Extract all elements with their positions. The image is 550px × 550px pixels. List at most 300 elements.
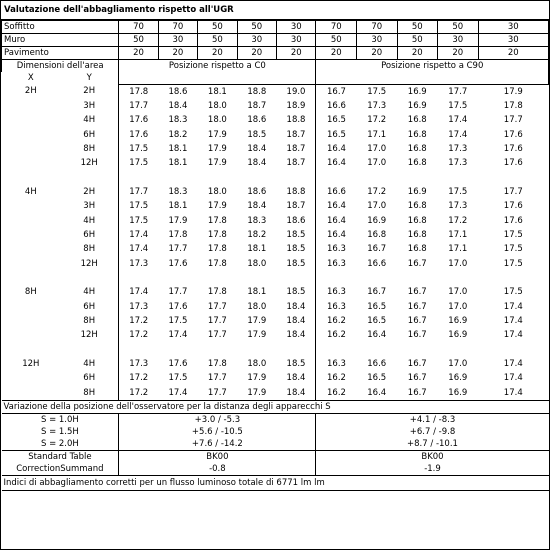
- ugr-value-c90: 17.0: [367, 143, 387, 154]
- ugr-table: [1, 20, 549, 491]
- x-dimension: 2H: [24, 86, 37, 97]
- ugr-value-c0: 17.8: [168, 229, 188, 240]
- ugr-value-c90: 17.4: [503, 301, 523, 312]
- ugr-value-c90: 17.1: [448, 229, 468, 240]
- y-dimension: 8H: [60, 314, 119, 328]
- ugr-value-c0: 18.4: [247, 201, 267, 212]
- group-gap-row: [2, 343, 549, 357]
- ugr-value-c0: 17.5: [129, 201, 149, 212]
- ugr-value-c90: 16.6: [367, 258, 387, 269]
- ugr-value-c0: 19.0: [277, 84, 316, 99]
- y-dimension: 4H: [60, 357, 119, 371]
- variation-c90: +4.1 / -8.3: [409, 415, 456, 426]
- empty-cell: [2, 113, 61, 127]
- ugr-value-c90: 17.5: [503, 244, 523, 255]
- ugr-value-c90: 17.7: [503, 115, 523, 126]
- ugr-value-c0: 18.4: [247, 158, 267, 169]
- ugr-value-c90: 16.8: [407, 129, 427, 140]
- reflectance-value: 30: [356, 34, 397, 47]
- ugr-value-c90: 16.7: [327, 86, 346, 97]
- table-cell: [316, 343, 549, 357]
- variation-c90: +8.7 / -10.1: [407, 439, 458, 450]
- correction-label: CorrectionSummand: [2, 463, 119, 476]
- ugr-value-c0: 18.2: [168, 129, 188, 140]
- ugr-value-c0: 18.6: [247, 115, 267, 126]
- reflectance-value: 50: [119, 34, 158, 47]
- reflectance-value: 20: [356, 47, 397, 60]
- data-row: [2, 142, 549, 156]
- variation-c0: +5.6 / -10.5: [119, 426, 316, 438]
- ugr-value-c0: 17.5: [129, 143, 149, 154]
- table-cell: [316, 271, 549, 285]
- ugr-value-c90: 17.6: [503, 143, 523, 154]
- ugr-value-c90: 16.3: [327, 244, 346, 255]
- standard-table-c0: BK00: [119, 451, 316, 464]
- ugr-value-c90: 16.8: [407, 244, 427, 255]
- data-row: [2, 156, 549, 170]
- ugr-value-c0: 17.6: [168, 359, 188, 370]
- reflectance-value: 20: [119, 47, 158, 60]
- empty-cell: [2, 386, 61, 401]
- ugr-value-c0: 18.4: [168, 100, 188, 111]
- ugr-value-c0: 18.4: [277, 386, 316, 401]
- empty-cell: [2, 300, 61, 314]
- ugr-value-c90: 17.9: [503, 86, 523, 97]
- ugr-value-c90: 16.5: [367, 301, 387, 312]
- ugr-value-c0: 17.7: [207, 316, 227, 326]
- correction-c90: -1.9: [424, 464, 441, 475]
- variation-label: S = 1.5H: [2, 426, 119, 438]
- ugr-value-c0: 17.9: [207, 201, 227, 212]
- ugr-value-c90: 16.3: [327, 359, 346, 370]
- ugr-value-c90: 17.4: [448, 115, 468, 126]
- reflectance-value: 30: [478, 34, 548, 47]
- correction-row: [2, 463, 549, 476]
- variation-row: [2, 438, 549, 451]
- ugr-value-c90: 17.0: [448, 301, 468, 312]
- reflectance-value: 50: [316, 34, 357, 47]
- table-cell: [2, 271, 61, 285]
- ugr-value-c90: 16.8: [407, 215, 427, 226]
- ugr-value-c0: 18.6: [277, 214, 316, 228]
- group-gap-row: [2, 271, 549, 285]
- ugr-value-c90: 16.2: [327, 373, 346, 384]
- reflectance-value: 20: [277, 47, 316, 60]
- ugr-value-c0: 18.4: [247, 143, 267, 154]
- ugr-value-c0: 17.7: [168, 244, 188, 255]
- reflectance-value: 20: [158, 47, 197, 60]
- ugr-value-c90: 16.8: [407, 115, 427, 126]
- ugr-value-c0: 17.5: [168, 316, 188, 326]
- ugr-value-c90: 17.5: [503, 287, 523, 298]
- data-row: [2, 357, 549, 371]
- data-row: [2, 285, 549, 299]
- ugr-value-c0: 18.5: [277, 257, 316, 271]
- ugr-value-c90: 17.4: [503, 359, 523, 370]
- ugr-value-c90: 16.7: [407, 258, 427, 269]
- ugr-value-c90: 17.6: [503, 129, 523, 140]
- ugr-value-c90: 17.0: [448, 258, 468, 269]
- y-dimension: 12H: [60, 257, 119, 271]
- reflectance-value: 20: [198, 47, 237, 60]
- ugr-value-c0: 17.7: [207, 301, 227, 312]
- empty-cell: [2, 242, 61, 256]
- table-cell: [2, 343, 61, 357]
- ugr-value-c0: 17.2: [129, 316, 149, 326]
- ugr-value-c0: 18.0: [207, 115, 227, 126]
- ugr-value-c0: 18.8: [277, 185, 316, 199]
- ugr-value-c0: 18.0: [247, 359, 267, 370]
- reflectance-value: 20: [438, 47, 479, 60]
- ugr-value-c0: 18.1: [207, 86, 227, 97]
- ugr-value-c90: 17.0: [448, 359, 468, 370]
- ugr-value-c90: 16.7: [407, 387, 427, 398]
- ugr-value-c90: 16.7: [407, 330, 427, 341]
- empty-cell: [2, 214, 61, 228]
- ugr-value-c90: 16.7: [367, 244, 387, 255]
- ugr-value-c0: 17.5: [129, 158, 149, 169]
- ugr-value-c0: 18.1: [168, 158, 188, 169]
- ugr-value-c0: 18.3: [168, 186, 188, 197]
- ugr-value-c90: 16.4: [327, 229, 346, 240]
- ugr-value-c0: 17.6: [129, 115, 149, 126]
- variation-label: S = 1.0H: [2, 414, 119, 427]
- table-cell: [119, 171, 316, 185]
- dimension-header-row: [2, 60, 549, 73]
- ugr-value-c0: 18.6: [247, 186, 267, 197]
- data-row: [2, 128, 549, 142]
- ugr-value-c90: 16.9: [448, 316, 468, 326]
- ugr-value-c0: 18.0: [247, 301, 267, 312]
- ugr-value-c90: 16.4: [367, 387, 387, 398]
- ugr-value-c90: 17.2: [367, 186, 387, 197]
- ugr-value-c90: 16.2: [327, 387, 346, 398]
- ugr-value-c90: 16.3: [327, 258, 346, 269]
- ugr-value-c90: 17.3: [448, 201, 468, 212]
- ugr-value-c0: 17.7: [168, 287, 188, 298]
- ugr-value-c0: 17.9: [247, 373, 267, 384]
- ugr-value-c90: 16.6: [327, 186, 346, 197]
- ugr-value-c90: 17.4: [503, 373, 523, 384]
- ugr-value-c90: 16.4: [327, 143, 346, 154]
- ugr-value-c90: 16.4: [327, 201, 346, 212]
- standard-table-c90: BK00: [316, 451, 549, 464]
- ugr-value-c90: 16.7: [407, 301, 427, 312]
- data-row: [2, 328, 549, 342]
- ugr-value-c90: 16.4: [367, 330, 387, 341]
- c0-header: Posizione rispetto a C0: [119, 60, 316, 85]
- ugr-value-c0: 17.9: [207, 143, 227, 154]
- ugr-value-c0: 18.8: [247, 86, 267, 97]
- ugr-value-c0: 17.5: [129, 215, 149, 226]
- reflectance-value: 70: [158, 21, 197, 34]
- y-dimension: 6H: [60, 300, 119, 314]
- ugr-value-c0: 17.6: [168, 258, 188, 269]
- reflectance-value: 50: [438, 21, 479, 34]
- standard-table-label: Standard Table: [2, 451, 119, 464]
- ugr-value-c90: 16.9: [448, 373, 468, 384]
- ugr-value-c90: 16.8: [407, 158, 427, 169]
- ugr-value-c90: 16.8: [367, 229, 387, 240]
- ugr-value-c0: 17.8: [207, 244, 227, 255]
- reflectance-value: 70: [316, 21, 357, 34]
- x-dimension: 8H: [24, 287, 37, 298]
- ugr-value-c0: 17.8: [207, 359, 227, 370]
- ugr-value-c90: 17.5: [367, 86, 387, 97]
- ugr-value-c90: 17.1: [367, 129, 387, 140]
- correction-c0: -0.8: [119, 463, 316, 476]
- empty-cell: [2, 128, 61, 142]
- ugr-value-c90: 16.6: [367, 359, 387, 370]
- empty-cell: [2, 371, 61, 385]
- empty-cell: [2, 314, 61, 328]
- ugr-value-c0: 18.7: [277, 156, 316, 170]
- reflectance-value: 70: [119, 21, 158, 34]
- ugr-value-c0: 18.7: [277, 199, 316, 213]
- variation-c0: +7.6 / -14.2: [119, 438, 316, 451]
- y-dimension: 4H: [60, 285, 119, 299]
- ugr-value-c90: 17.4: [503, 330, 523, 341]
- reflectance-value: 30: [237, 34, 276, 47]
- reflectance-row: [2, 34, 549, 47]
- table-cell: [60, 271, 119, 285]
- y-dimension: 3H: [60, 99, 119, 113]
- reflectance-value: 20: [237, 47, 276, 60]
- empty-cell: [2, 328, 61, 342]
- ugr-value-c90: 16.3: [327, 287, 346, 298]
- ugr-value-c0: 18.5: [247, 129, 267, 140]
- ugr-value-c0: 17.7: [129, 100, 149, 111]
- ugr-value-c0: 17.7: [207, 387, 227, 398]
- data-row: [2, 214, 549, 228]
- ugr-value-c90: 16.4: [327, 158, 346, 169]
- x-dimension: 4H: [24, 186, 37, 197]
- data-row: [2, 300, 549, 314]
- ugr-value-c90: 17.5: [503, 258, 523, 269]
- reflectance-row: [2, 21, 549, 34]
- ugr-value-c90: 17.4: [503, 316, 523, 326]
- ugr-value-c0: 18.1: [168, 201, 188, 212]
- ugr-value-c0: 17.3: [129, 301, 149, 312]
- ugr-value-c0: 18.7: [277, 128, 316, 142]
- y-dimension: 12H: [60, 156, 119, 170]
- reflectance-value: 20: [478, 47, 548, 60]
- empty-cell: [2, 156, 61, 170]
- ugr-value-c0: 17.4: [168, 330, 188, 341]
- standard-table-row: [2, 451, 549, 464]
- reflectance-value: 50: [237, 21, 276, 34]
- y-dimension: 6H: [60, 371, 119, 385]
- ugr-value-c0: 17.8: [129, 86, 149, 97]
- ugr-value-c90: 16.3: [327, 301, 346, 312]
- ugr-value-c0: 17.8: [207, 287, 227, 298]
- data-row: [2, 84, 549, 99]
- reflectance-value: 30: [438, 34, 479, 47]
- data-row: [2, 228, 549, 242]
- data-row: [2, 242, 549, 256]
- ugr-value-c90: 17.7: [448, 86, 468, 97]
- ugr-value-c0: 17.4: [168, 387, 188, 398]
- x-dimension: 12H: [22, 359, 40, 370]
- ugr-value-c90: 16.8: [407, 201, 427, 212]
- data-row: [2, 99, 549, 113]
- ugr-value-c90: 17.2: [448, 215, 468, 226]
- ugr-value-c0: 18.5: [277, 228, 316, 242]
- ugr-value-c0: 17.6: [129, 129, 149, 140]
- ugr-value-c0: 17.9: [207, 129, 227, 140]
- ugr-value-c90: 16.7: [367, 287, 387, 298]
- ugr-value-c0: 18.0: [207, 100, 227, 111]
- ugr-value-c0: 18.5: [277, 242, 316, 256]
- ugr-value-c90: 16.5: [327, 115, 346, 126]
- data-row: [2, 185, 549, 199]
- c90-header: Posizione rispetto a C90: [316, 60, 549, 85]
- ugr-value-c90: 17.0: [367, 201, 387, 212]
- ugr-value-c0: 18.1: [247, 244, 267, 255]
- ugr-value-c0: 18.7: [247, 100, 267, 111]
- ugr-value-c0: 18.3: [247, 215, 267, 226]
- ugr-value-c90: 17.3: [448, 158, 468, 169]
- ugr-value-c0: 17.9: [207, 158, 227, 169]
- reflectance-label: Muro: [2, 34, 119, 47]
- reflectance-value: 50: [397, 21, 438, 34]
- ugr-value-c0: 18.1: [247, 287, 267, 298]
- reflectance-value: 70: [356, 21, 397, 34]
- data-row: [2, 314, 549, 328]
- ugr-value-c90: 17.3: [448, 143, 468, 154]
- ugr-value-c0: 17.4: [129, 287, 149, 298]
- ugr-value-c90: 17.4: [448, 129, 468, 140]
- ugr-value-c90: 16.2: [327, 330, 346, 341]
- reflectance-value: 30: [478, 21, 548, 34]
- ugr-value-c90: 17.5: [448, 100, 468, 111]
- ugr-value-c0: 18.0: [207, 186, 227, 197]
- ugr-value-c0: 18.0: [247, 258, 267, 269]
- table-cell: [119, 271, 316, 285]
- reflectance-value: 50: [397, 34, 438, 47]
- reflectance-row: [2, 47, 549, 60]
- reflectance-value: 30: [158, 34, 197, 47]
- ugr-value-c0: 18.4: [277, 300, 316, 314]
- ugr-value-c90: 16.7: [407, 287, 427, 298]
- variation-row: [2, 426, 549, 438]
- ugr-value-c90: 17.5: [503, 229, 523, 240]
- ugr-value-c90: 16.9: [448, 330, 468, 341]
- ugr-value-c0: 17.8: [207, 215, 227, 226]
- ugr-value-c90: 16.9: [407, 86, 427, 97]
- reflectance-value: 50: [198, 34, 237, 47]
- y-dimension: 8H: [60, 142, 119, 156]
- y-dimension: 2H: [60, 185, 119, 199]
- data-row: [2, 371, 549, 385]
- y-dimension: 4H: [60, 214, 119, 228]
- ugr-value-c90: 17.1: [448, 244, 468, 255]
- variation-title-row: [2, 401, 549, 414]
- ugr-value-c0: 17.4: [129, 229, 149, 240]
- ugr-value-c90: 16.2: [327, 316, 346, 326]
- table-cell: [60, 343, 119, 357]
- ugr-value-c0: 17.3: [129, 359, 149, 370]
- ugr-value-c90: 16.9: [367, 215, 387, 226]
- empty-cell: [2, 257, 61, 271]
- ugr-value-c90: 17.6: [503, 215, 523, 226]
- ugr-value-c0: 18.5: [277, 285, 316, 299]
- reflectance-label: Soffitto: [2, 21, 119, 34]
- group-gap-row: [2, 171, 549, 185]
- reflectance-value: 20: [316, 47, 357, 60]
- ugr-value-c0: 18.4: [277, 314, 316, 328]
- ugr-value-c0: 18.4: [277, 371, 316, 385]
- data-row: [2, 257, 549, 271]
- ugr-value-c0: 17.9: [247, 387, 267, 398]
- table-cell: [2, 171, 61, 185]
- table-title: Valutazione dell'abbagliamento rispetto all'UGR: [1, 1, 549, 20]
- ugr-value-c0: 17.9: [168, 215, 188, 226]
- ugr-value-c90: 16.4: [327, 215, 346, 226]
- ugr-value-c0: 18.8: [277, 113, 316, 127]
- reflectance-value: 50: [198, 21, 237, 34]
- ugr-value-c90: 16.5: [367, 373, 387, 384]
- ugr-value-c0: 17.3: [129, 258, 149, 269]
- ugr-value-c0: 17.5: [168, 373, 188, 384]
- reflectance-value: 30: [277, 21, 316, 34]
- variation-c90: +6.7 / -9.8: [409, 427, 456, 438]
- table-cell: [60, 171, 119, 185]
- data-row: [2, 113, 549, 127]
- ugr-value-c90: 16.7: [407, 316, 427, 326]
- ugr-value-c90: 16.7: [407, 373, 427, 384]
- ugr-value-c0: 17.2: [129, 373, 149, 384]
- empty-cell: [2, 228, 61, 242]
- ugr-value-c90: 16.9: [407, 186, 427, 197]
- reflectance-value: 30: [277, 34, 316, 47]
- ugr-value-c0: 17.4: [129, 244, 149, 255]
- ugr-value-c0: 18.4: [277, 328, 316, 342]
- ugr-value-c0: 17.2: [129, 387, 149, 398]
- y-dimension: 8H: [60, 386, 119, 401]
- ugr-value-c0: 17.7: [207, 373, 227, 384]
- ugr-value-c90: 17.6: [503, 201, 523, 212]
- y-dimension: 2H: [60, 84, 119, 99]
- y-dimension: 6H: [60, 228, 119, 242]
- ugr-value-c0: 18.3: [168, 115, 188, 126]
- ugr-value-c0: 17.8: [207, 258, 227, 269]
- reflectance-label: Pavimento: [2, 47, 119, 60]
- ugr-value-c0: 17.6: [168, 301, 188, 312]
- table-cell: [316, 171, 549, 185]
- dimension-header: Dimensioni dell'area: [2, 60, 119, 73]
- ugr-value-c90: 17.6: [503, 158, 523, 169]
- data-row: [2, 199, 549, 213]
- ugr-value-c90: 16.6: [327, 100, 346, 111]
- ugr-value-c90: 17.7: [503, 186, 523, 197]
- ugr-value-c0: 17.7: [207, 330, 227, 341]
- reflectance-value: 20: [397, 47, 438, 60]
- ugr-value-c90: 17.0: [448, 287, 468, 298]
- x-header: X: [27, 73, 34, 83]
- ugr-value-c90: 17.0: [367, 158, 387, 169]
- ugr-value-c0: 18.6: [168, 86, 188, 97]
- y-dimension: 4H: [60, 113, 119, 127]
- ugr-value-c90: 17.5: [448, 186, 468, 197]
- ugr-value-c0: 18.9: [277, 99, 316, 113]
- y-header: Y: [60, 72, 119, 84]
- ugr-value-c90: 16.8: [407, 229, 427, 240]
- y-dimension: 12H: [60, 328, 119, 342]
- ugr-value-c90: 17.3: [367, 100, 387, 111]
- ugr-value-c90: 17.4: [503, 387, 523, 398]
- variation-c0: +3.0 / -5.3: [119, 414, 316, 427]
